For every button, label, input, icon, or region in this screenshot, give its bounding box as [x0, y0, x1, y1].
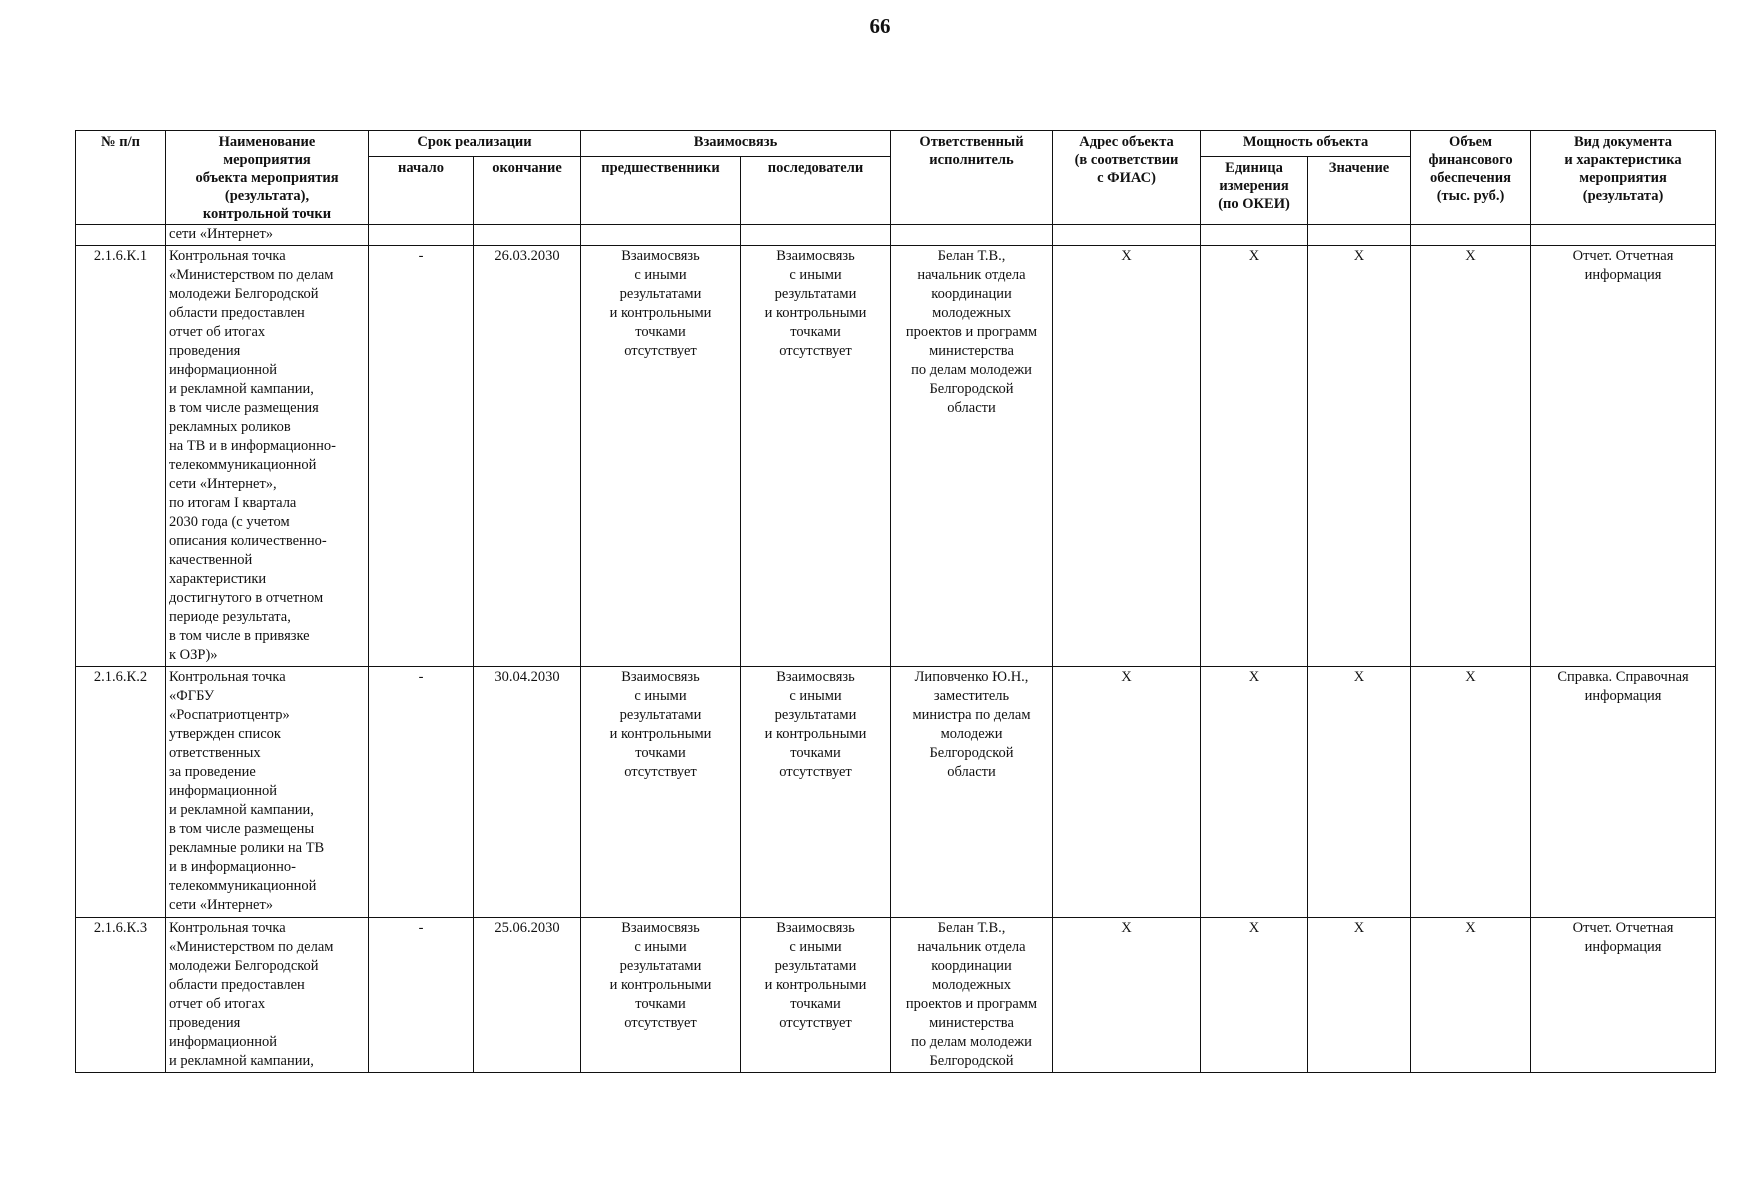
row-successors: Взаимосвязь с иными результатами и контрольными точками отсутствует	[741, 246, 891, 667]
row-funding: X	[1411, 918, 1531, 1073]
row-value: X	[1308, 918, 1411, 1073]
cell	[1308, 225, 1411, 246]
row-predecessors: Взаимосвязь с иными результатами и контрольными точками отсутствует	[581, 246, 741, 667]
cell	[741, 225, 891, 246]
row-responsible: Белан Т.В., начальник отдела координации молодежных проектов и программ министерства по делам молодежи Белгородской	[891, 918, 1053, 1073]
row-doc-type: Отчет. Отчетная информация	[1531, 918, 1716, 1073]
table-row	[76, 667, 1716, 918]
header-value: Значение	[1308, 156, 1411, 224]
row-predecessors: Взаимосвязь с иными результатами и контрольными точками отсутствует	[581, 918, 741, 1073]
header-relation: Взаимосвязь	[581, 131, 891, 157]
header-funding: Объем финансового обеспечения (тыс. руб.)	[1411, 131, 1531, 225]
row-start: -	[369, 667, 474, 918]
row-funding: X	[1411, 667, 1531, 918]
header-successors: последователи	[741, 156, 891, 224]
row-start: -	[369, 918, 474, 1073]
row-doc-type: Справка. Справочная информация	[1531, 667, 1716, 918]
row-end: 25.06.2030	[474, 918, 581, 1073]
header-period: Срок реализации	[369, 131, 581, 157]
cell	[474, 225, 581, 246]
row-end: 26.03.2030	[474, 246, 581, 667]
cell	[1531, 225, 1716, 246]
row-responsible: Белан Т.В., начальник отдела координации молодежных проектов и программ министерства по делам молодежи Белгородской области	[891, 246, 1053, 667]
header-address: Адрес объекта (в соответствии с ФИАС)	[1053, 131, 1201, 225]
row-value: X	[1308, 246, 1411, 667]
row-doc-type: Отчет. Отчетная информация	[1531, 246, 1716, 667]
header-unit: Единица измерения (по ОКЕИ)	[1201, 156, 1308, 224]
cell	[581, 225, 741, 246]
row-value: X	[1308, 667, 1411, 918]
table-row	[76, 918, 1716, 1073]
row-responsible: Липовченко Ю.Н., заместитель министра по делам молодежи Белгородской области	[891, 667, 1053, 918]
row-unit: X	[1201, 246, 1308, 667]
row-name: Контрольная точка «Министерством по делам молодежи Белгородской области предоставлен отчет об итогах проведения информационной и рекламной кампании, в том числе размещения рекламных роликов на ТВ и в информационно- телекоммуникационной сети «Интернет», по итогам I квартала 2030 года (с учетом описания количественно- качественной характеристики достигнутого в отчетном периоде результата, в том числе в привязке к ОЗР)»	[166, 246, 369, 667]
header-row-1	[76, 131, 1716, 157]
header-name: Наименование мероприятия объекта мероприятия (результата), контрольной точки	[166, 131, 369, 225]
row-funding: X	[1411, 246, 1531, 667]
row-successors: Взаимосвязь с иными результатами и контрольными точками отсутствует	[741, 918, 891, 1073]
row-num: 2.1.6.К.3	[76, 918, 166, 1073]
row-name: Контрольная точка «ФГБУ «Роспатриотцентр» утвержден список ответственных за проведение информационной и рекламной кампании, в том числе размещены рекламные ролики на ТВ и в информационно- телекоммуникационной сети «Интернет»	[166, 667, 369, 918]
cell	[76, 225, 166, 246]
row-successors: Взаимосвязь с иными результатами и контрольными точками отсутствует	[741, 667, 891, 918]
row-address: X	[1053, 918, 1201, 1073]
table-row	[76, 246, 1716, 667]
row-start: -	[369, 246, 474, 667]
cell	[1201, 225, 1308, 246]
row-unit: X	[1201, 918, 1308, 1073]
cell	[369, 225, 474, 246]
row-name: Контрольная точка «Министерством по делам молодежи Белгородской области предоставлен отчет об итогах проведения информационной и рекламной кампании,	[166, 918, 369, 1073]
header-responsible: Ответственный исполнитель	[891, 131, 1053, 225]
row-num: 2.1.6.К.1	[76, 246, 166, 667]
row-address: X	[1053, 246, 1201, 667]
row-unit: X	[1201, 667, 1308, 918]
header-capacity: Мощность объекта	[1201, 131, 1411, 157]
continuation-text: сети «Интернет»	[166, 225, 369, 246]
header-predecessors: предшественники	[581, 156, 741, 224]
row-end: 30.04.2030	[474, 667, 581, 918]
row-predecessors: Взаимосвязь с иными результатами и контрольными точками отсутствует	[581, 667, 741, 918]
header-doc-type: Вид документа и характеристика мероприятия (результата)	[1531, 131, 1716, 225]
continuation-row	[76, 225, 1716, 246]
page-number: 66	[869, 14, 891, 38]
cell	[891, 225, 1053, 246]
control-points-table	[75, 130, 1716, 1073]
row-address: X	[1053, 667, 1201, 918]
cell	[1053, 225, 1201, 246]
header-num: № п/п	[76, 131, 166, 225]
header-period-end: окончание	[474, 156, 581, 224]
row-num: 2.1.6.К.2	[76, 667, 166, 918]
header-period-start: начало	[369, 156, 474, 224]
cell	[1411, 225, 1531, 246]
